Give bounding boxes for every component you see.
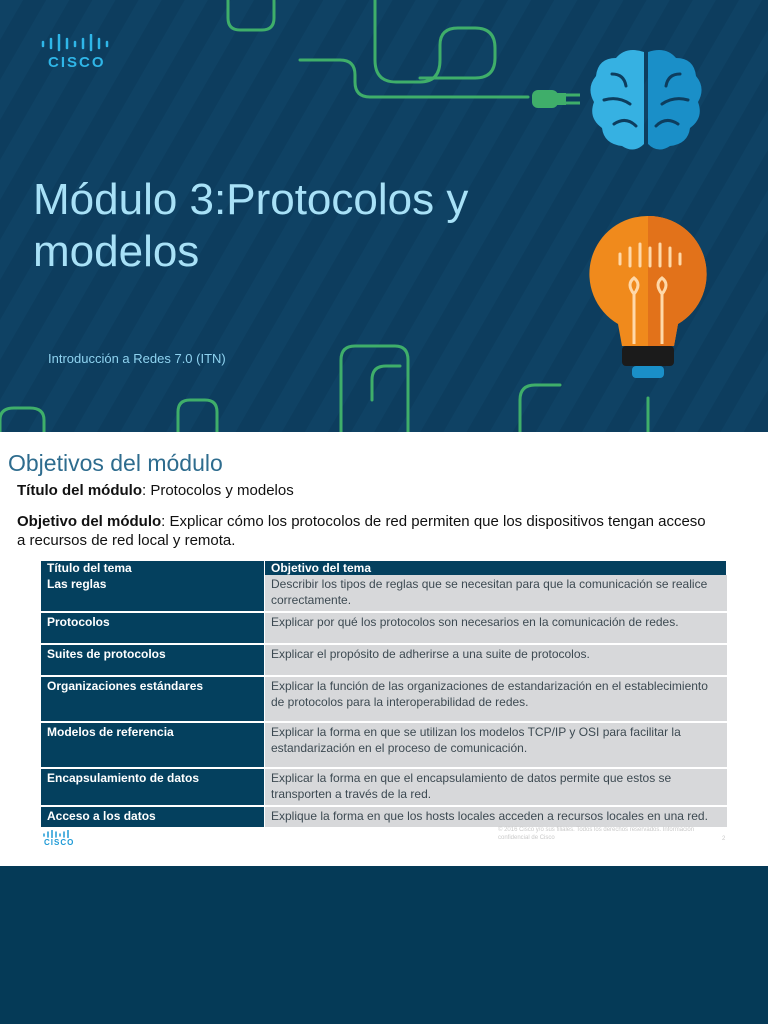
objectives-slide (0, 432, 768, 866)
slide-subtitle: Introducción a Redes 7.0 (ITN) (48, 351, 226, 366)
cisco-logo-text: CISCO (48, 54, 106, 71)
table-header-row (41, 561, 727, 575)
table-row (41, 806, 727, 828)
goal-cell: Explique la forma en que los hosts locales acceden a recursos locales en una red. (265, 806, 727, 828)
slide-title: Módulo 3:Protocolos y modelos (33, 175, 469, 276)
goal-cell: Explicar la función de las organizaciones de estandarización en el establecimiento de protocolos para la interoperabilidad de redes. (265, 676, 727, 722)
light-bulb-icon (586, 214, 710, 390)
module-objective-line (17, 512, 717, 550)
topic-cell: Modelos de referencia (41, 722, 265, 768)
brain-icon (586, 44, 706, 156)
table-header-goal: Objetivo del tema (265, 561, 727, 575)
topic-cell: Acceso a los datos (41, 806, 265, 828)
topic-cell: Organizaciones estándares (41, 676, 265, 722)
goal-cell: Explicar el propósito de adherirse a una suite de protocolos. (265, 644, 727, 676)
topic-cell: Encapsulamiento de datos (41, 768, 265, 806)
cisco-logo-bars-icon (40, 34, 110, 52)
topics-table (41, 561, 727, 829)
goal-cell: Explicar la forma en que el encapsulamiento de datos permite que estos se transporten a través de la red. (265, 768, 727, 806)
module-objective-label: Objetivo del módulo (17, 513, 162, 530)
table-header-topic: Título del tema (41, 561, 265, 575)
topic-cell: Protocolos (41, 612, 265, 644)
module-title-line (17, 481, 294, 500)
table-row (41, 722, 727, 768)
module-title-value: : Protocolos y modelos (141, 482, 294, 499)
goal-cell: Describir los tipos de reglas que se necesitan para que la comunicación se realice correctamente. (265, 575, 727, 612)
module-objective-value: : Explicar cómo los protocolos de red permiten que los dispositivos tengan acceso a recursos de red local y remota. (17, 513, 706, 549)
footer-copyright: © 2016 Cisco y/o sus filiales. Todos los derechos reservados. Información confidencial de Cisco (498, 827, 695, 841)
topic-cell: Suites de protocolos (41, 644, 265, 676)
table-row (41, 768, 727, 806)
footer-cisco-logo-icon (42, 830, 72, 838)
footer-cisco-text: CISCO (44, 838, 75, 847)
table-row (41, 612, 727, 644)
module-title-label: Título del módulo (17, 482, 142, 499)
table-row (41, 676, 727, 722)
table-row (41, 644, 727, 676)
title-slide (0, 0, 768, 432)
objectives-heading: Objetivos del módulo (8, 450, 223, 476)
page-number: 2 (722, 836, 726, 842)
table-row (41, 575, 727, 612)
topic-cell: Las reglas (41, 575, 265, 612)
goal-cell: Explicar por qué los protocolos son necesarios en la comunicación de redes. (265, 612, 727, 644)
plug-icon (528, 84, 584, 114)
goal-cell: Explicar la forma en que se utilizan los modelos TCP/IP y OSI para facilitar la estandarización en el proceso de comunicación. (265, 722, 727, 768)
background-area (0, 866, 768, 1024)
